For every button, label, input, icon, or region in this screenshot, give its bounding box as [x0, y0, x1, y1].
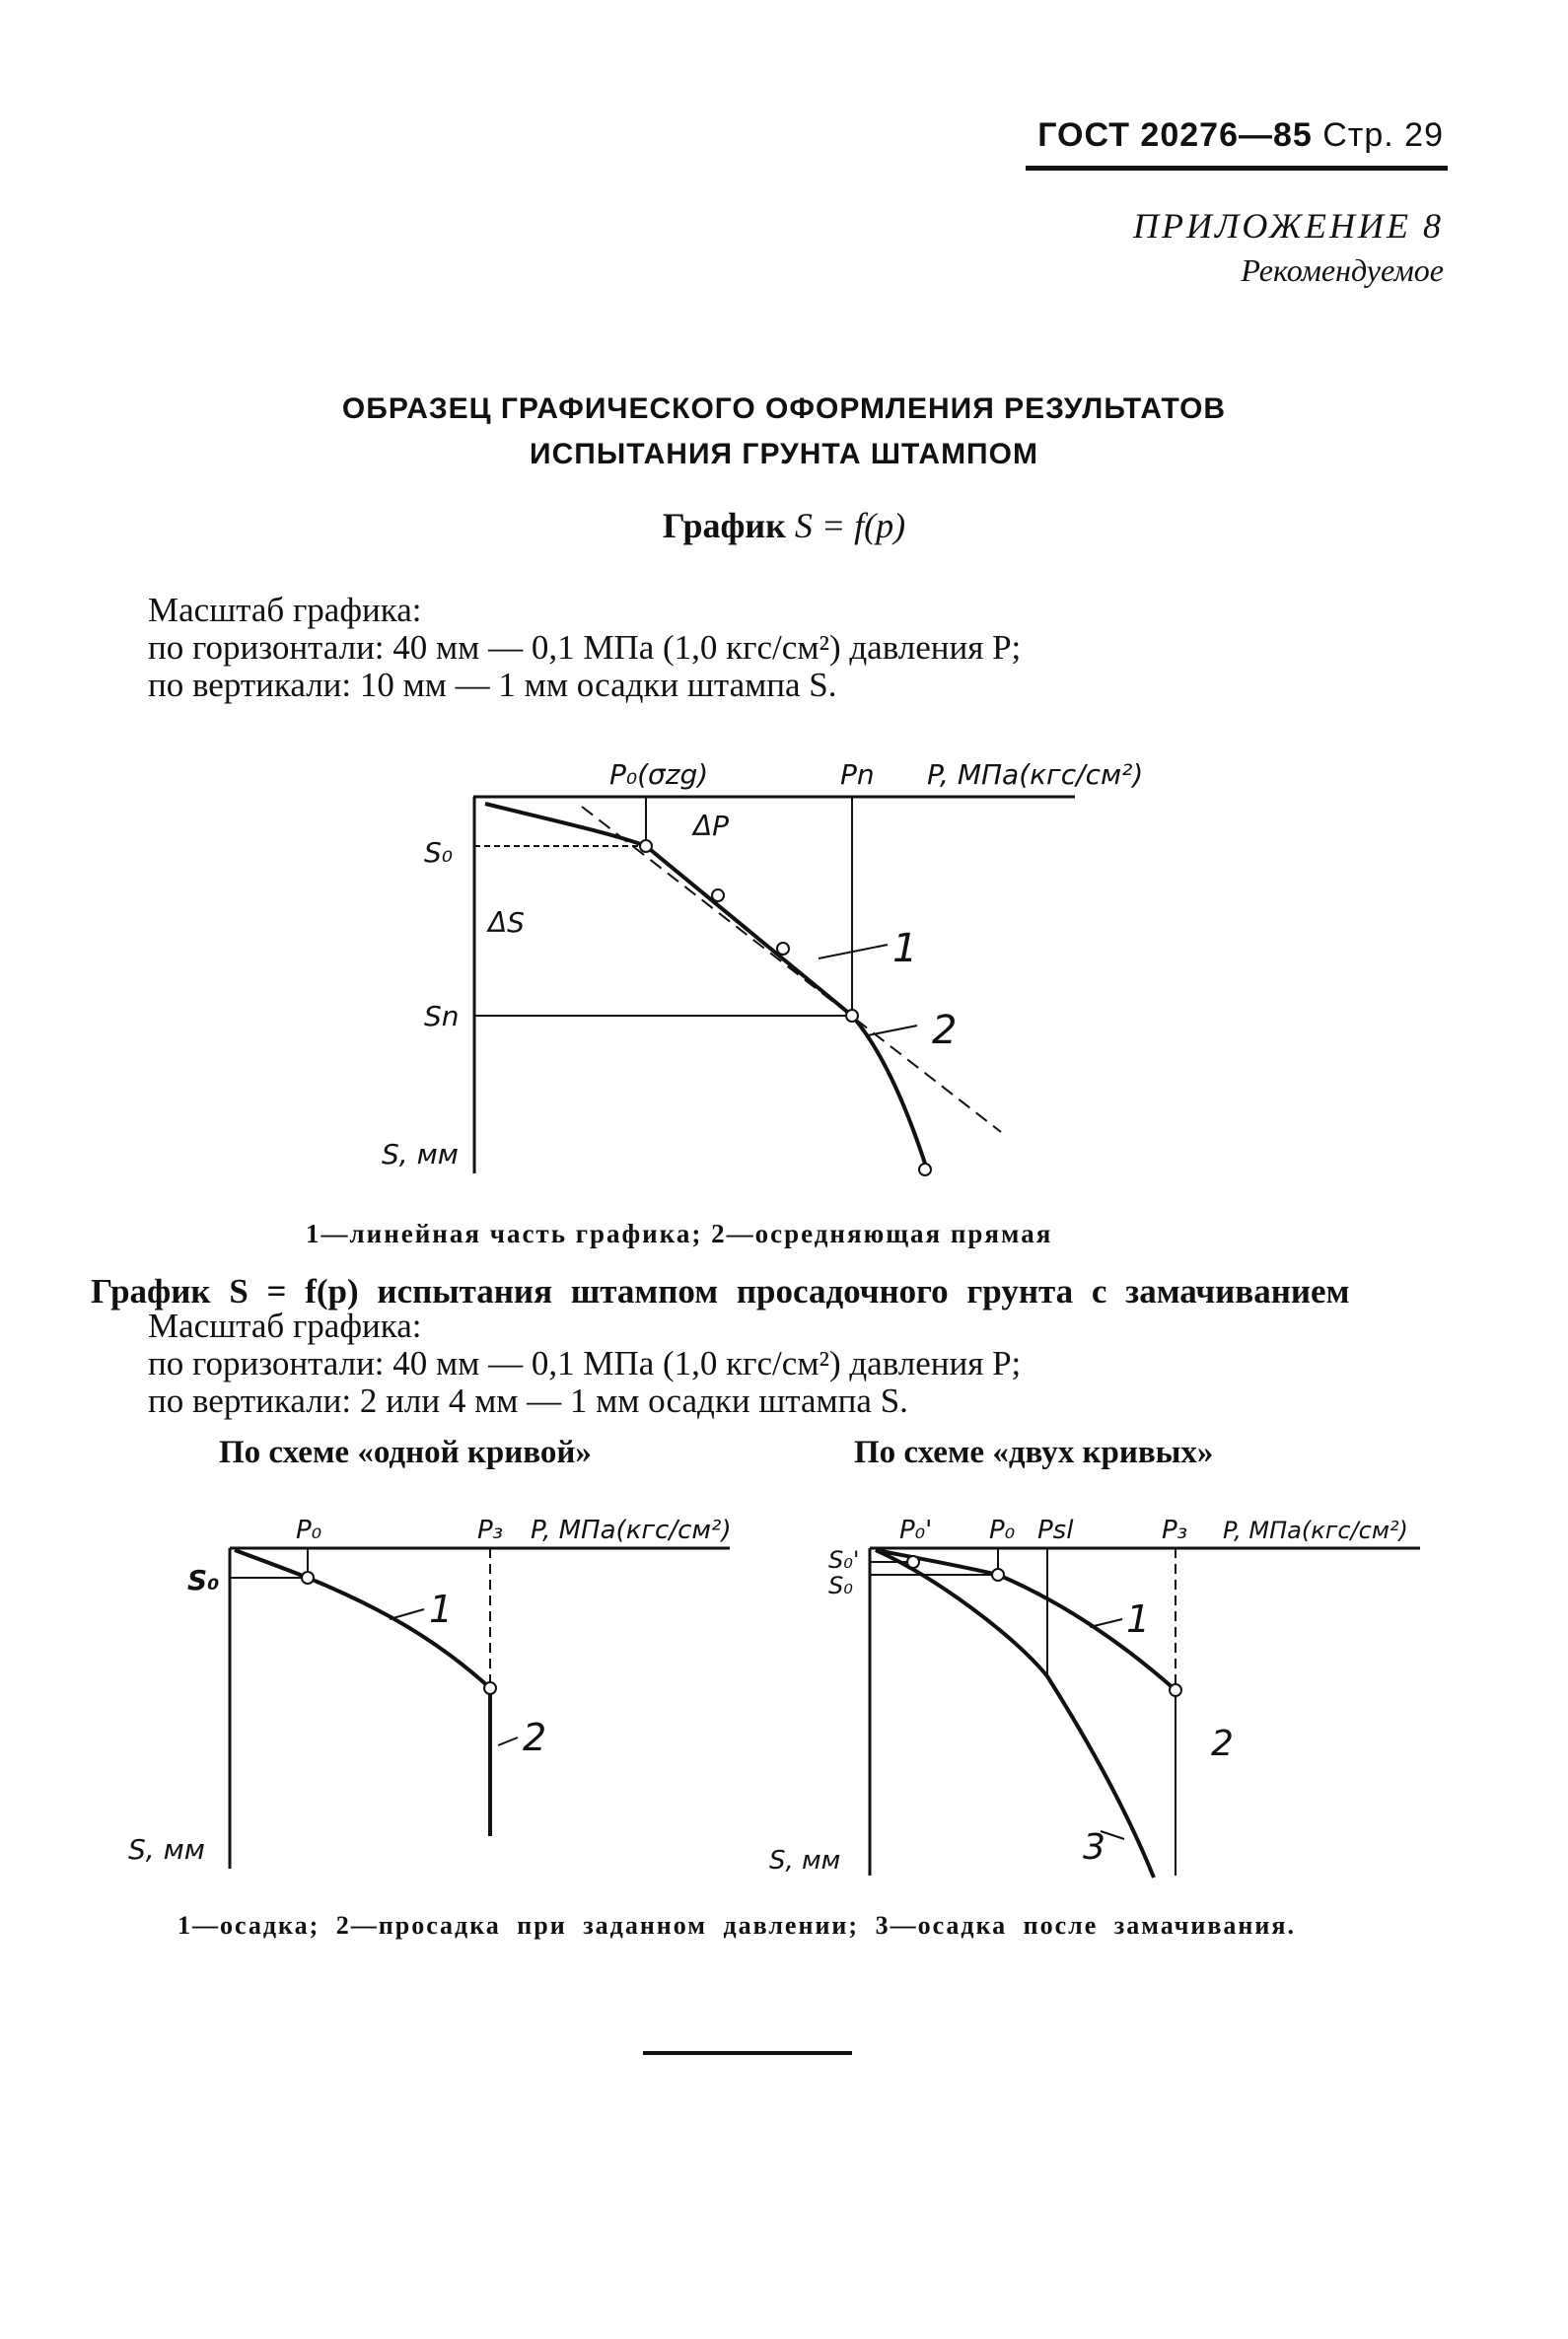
graph2-scale-vertical: по вертикали: 2 или 4 мм — 1 мм осадки штампа S.	[148, 1382, 908, 1420]
fig3-number-1: 1	[1126, 1597, 1151, 1641]
graph2-title: График S = f(p) испытания штампом просадочного грунта с замачиванием	[91, 1272, 1350, 1311]
fig1-pn-label: Pn	[840, 758, 875, 791]
title-line-1: ОБРАЗЕЦ ГРАФИЧЕСКОГО ОФОРМЛЕНИЯ РЕЗУЛЬТАТОВ	[341, 392, 1227, 425]
graph1-caption: 1—линейная часть графика; 2—осредняющая прямая	[306, 1219, 1053, 1248]
fig2-number-2: 2	[523, 1716, 547, 1759]
fig2-point-p0	[302, 1572, 314, 1584]
fig2-saxis-label: S, мм	[128, 1833, 205, 1866]
figure-2-one-curve	[0, 0, 789, 1874]
fig3-s0prime-label: S₀'	[828, 1546, 860, 1574]
fig3-point-p3	[1170, 1684, 1181, 1696]
graph1-heading-formula: S = f(p)	[794, 506, 906, 545]
fig1-paxis-label: P, МПа(кгс/см²)	[927, 758, 1144, 791]
graph2-scale-label: Масштаб графика:	[148, 1307, 422, 1345]
appendix-status: Рекомендуемое	[1241, 252, 1444, 288]
fig3-p3-label: P₃	[1162, 1516, 1188, 1545]
graph2-scale-horizontal: по горизонтали: 40 мм — 0,1 МПа (1,0 кгс/см²) давления P;	[148, 1344, 1022, 1382]
fig2-point-p3	[484, 1682, 496, 1694]
fig3-label1-leader	[1090, 1619, 1122, 1627]
fig2-number-1: 1	[429, 1588, 454, 1631]
fig2-paxis-label: P, МПа(кгс/см²)	[531, 1516, 732, 1545]
graph1-scale-horizontal: по горизонтали: 40 мм — 0,1 МПа (1,0 кгс/см²) давления P;	[148, 628, 1022, 667]
fig2-p0-label: P₀	[296, 1516, 322, 1545]
fig3-psl-label: Psl	[1037, 1516, 1074, 1545]
page-number: Стр. 29	[1322, 116, 1444, 154]
fig3-p0-label: P₀	[989, 1516, 1016, 1545]
scheme-two-title: По схеме «двух кривых»	[854, 1435, 1214, 1470]
fig1-p0-label: P₀(σzg)	[609, 758, 709, 791]
graph2-caption: 1—осадка; 2—просадка при заданном давлении; 3—осадка после замачивания.	[178, 1911, 1296, 1940]
standard-number: ГОСТ 20276—85	[1037, 116, 1313, 154]
graph1-heading-word: График	[662, 506, 786, 545]
fig3-number-2: 2	[1211, 1724, 1234, 1764]
fig3-paxis-label: P, МПа(кгс/см²)	[1223, 1517, 1408, 1544]
appendix-title: ПРИЛОЖЕНИЕ 8	[1133, 206, 1444, 246]
title-line-2: ИСПЫТАНИЯ ГРУНТА ШТАМПОМ	[530, 438, 1038, 470]
fig1-s0-label: S₀	[424, 836, 453, 869]
fig1-saxis-label: S, мм	[382, 1138, 459, 1170]
end-rule	[643, 2051, 852, 2055]
fig2-p3-label: P₃	[477, 1516, 504, 1545]
fig3-point-p0prime	[907, 1556, 919, 1568]
graph1-scale-label: Масштаб графика:	[148, 591, 422, 629]
fig1-number-2: 2	[932, 1008, 958, 1053]
fig2-label1-leader	[390, 1609, 424, 1619]
scheme-one-title: По схеме «одной кривой»	[219, 1435, 592, 1470]
fig3-p0prime-label: P₀'	[899, 1516, 933, 1545]
fig3-curve-3	[876, 1550, 1154, 1878]
fig1-dp-label: ΔP	[693, 810, 730, 842]
fig1-number-1: 1	[892, 926, 918, 971]
fig2-label2-leader	[498, 1737, 518, 1745]
graph1-scale-vertical: по вертикали: 10 мм — 1 мм осадки штампа S.	[148, 666, 837, 704]
fig1-sn-label: Sn	[424, 1000, 460, 1032]
fig3-s0-label: S₀	[828, 1572, 853, 1599]
fig3-saxis-label: S, мм	[769, 1846, 841, 1876]
fig3-number-3: 3	[1083, 1827, 1105, 1868]
fig3-point-p0	[992, 1569, 1004, 1581]
fig1-ds-label: ΔS	[488, 906, 525, 939]
fig2-s0-label: S₀	[187, 1564, 220, 1596]
